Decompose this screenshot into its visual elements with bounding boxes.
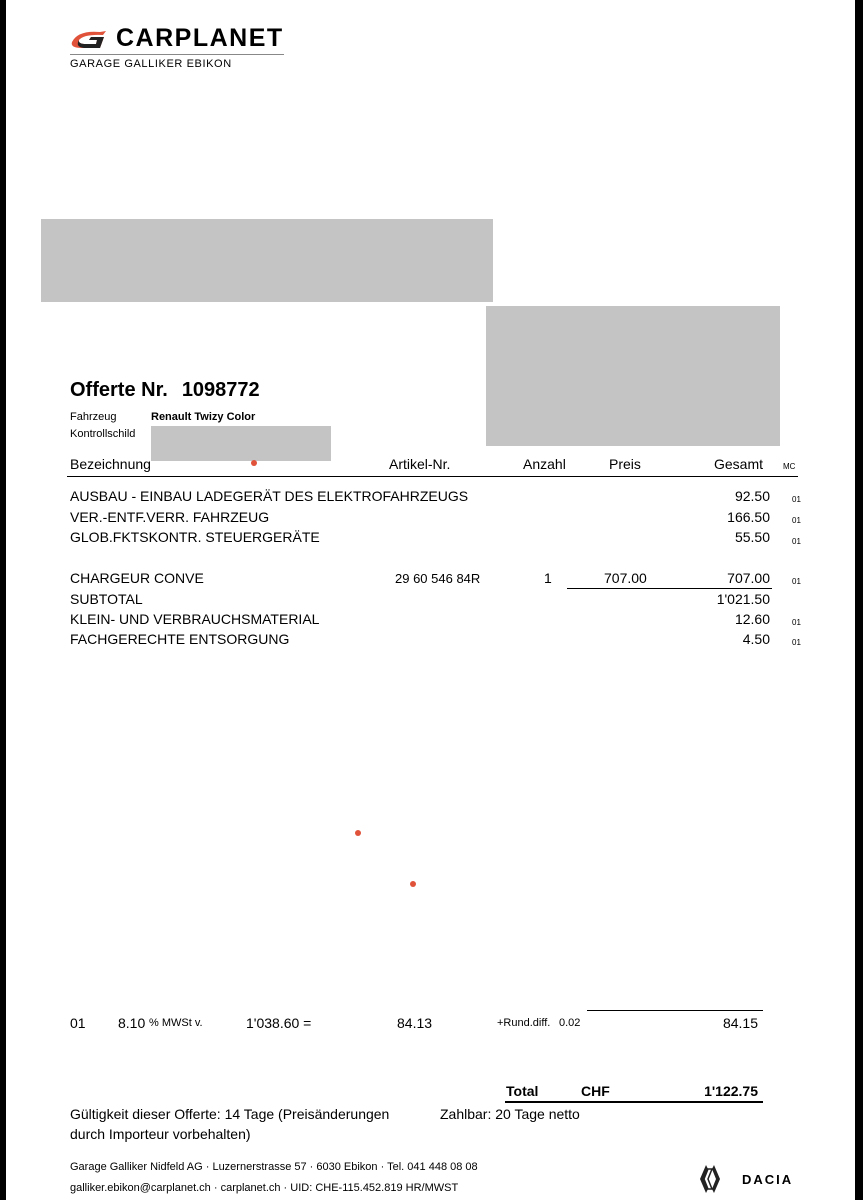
row-description: FACHGERECHTE ENTSORGUNG <box>70 631 290 647</box>
header-anzahl: Anzahl <box>523 456 566 472</box>
vehicle-value: Renault Twizy Color <box>151 411 256 423</box>
row-gesamt: 707.00 <box>727 570 770 586</box>
brand-name: CARPLANET <box>116 24 284 52</box>
header-mc: MC <box>783 462 796 471</box>
row-gesamt: 55.50 <box>734 529 770 545</box>
invoice-page <box>6 0 855 1200</box>
validity-line-2: durch Importeur vorbehalten) <box>70 1126 251 1142</box>
row-gesamt: 1'021.50 <box>716 591 770 607</box>
payment-terms: Zahlbar: 20 Tage netto <box>440 1106 580 1122</box>
plate-label: Kontrollschild <box>70 428 136 440</box>
row-mc: 01 <box>792 537 801 546</box>
vat-base: 1'038.60 = <box>246 1015 312 1031</box>
validity-line-1: Gültigkeit dieser Offerte: 14 Tage (Preisänderungen <box>70 1106 390 1122</box>
total-value: 1'122.75 <box>704 1083 758 1099</box>
footer-address: Garage Galliker Nidfeld AG · Luzernerstrasse 57 · 6030 Ebikon · Tel. 041 448 08 08 <box>70 1161 478 1173</box>
total-label: Total <box>506 1083 539 1099</box>
total-underline <box>505 1101 763 1103</box>
dacia-logo: DACIA <box>742 1172 794 1187</box>
row-description: CHARGEUR CONVE <box>70 570 204 586</box>
subtotal-divider <box>567 588 772 589</box>
accent-dot <box>355 830 361 836</box>
row-mc: 01 <box>792 638 801 647</box>
header-artikel: Artikel-Nr. <box>389 456 451 472</box>
redacted-address-block <box>41 219 493 302</box>
garage-subtitle: GARAGE GALLIKER EBIKON <box>70 58 232 70</box>
row-mc: 01 <box>792 618 801 627</box>
row-description: VER.-ENTF.VERR. FAHRZEUG <box>70 509 270 525</box>
vat-total: 84.15 <box>722 1015 758 1031</box>
header-bezeichnung: Bezeichnung <box>70 456 151 472</box>
row-description: AUSBAU - EINBAU LADEGERÄT DES ELEKTROFAHRZEUGS <box>70 488 469 504</box>
vat-divider <box>587 1010 763 1011</box>
header-divider <box>67 476 798 477</box>
row-preis: 707.00 <box>604 570 647 586</box>
row-description: GLOB.FKTSKONTR. STEUERGERÄTE <box>70 529 320 545</box>
carplanet-logo-icon <box>70 26 110 50</box>
header-preis: Preis <box>609 456 641 472</box>
row-gesamt: 166.50 <box>727 509 770 525</box>
offer-title <box>70 379 260 402</box>
rund-value: 0.02 <box>559 1017 581 1029</box>
offer-title-label: Offerte Nr. <box>70 379 168 401</box>
header-gesamt: Gesamt <box>714 456 764 472</box>
row-mc: 01 <box>792 577 801 586</box>
row-anzahl: 1 <box>544 570 552 586</box>
offer-number: 1098772 <box>181 379 260 401</box>
vat-amount: 84.13 <box>397 1015 433 1031</box>
footer-contact: galliker.ebikon@carplanet.ch · carplanet.ch · UID: CHE-115.452.819 HR/MWST <box>70 1182 459 1194</box>
row-artikel: 29 60 546 84R <box>395 571 481 586</box>
total-currency: CHF <box>581 1083 610 1099</box>
row-description: KLEIN- UND VERBRAUCHSMATERIAL <box>70 611 320 627</box>
logo-divider <box>70 54 284 55</box>
row-mc: 01 <box>792 495 801 504</box>
renault-logo-icon <box>698 1163 722 1195</box>
rund-label: +Rund.diff. <box>497 1017 551 1029</box>
accent-dot <box>251 460 257 466</box>
row-gesamt: 12.60 <box>734 611 770 627</box>
row-mc: 01 <box>792 516 801 525</box>
accent-dot <box>410 881 416 887</box>
redacted-info-block <box>486 306 780 446</box>
vat-code: 01 <box>70 1015 86 1031</box>
vehicle-label: Fahrzeug <box>70 411 117 423</box>
vat-rate: 8.10 <box>118 1015 146 1031</box>
row-gesamt: 92.50 <box>734 488 770 504</box>
row-description: SUBTOTAL <box>70 591 143 607</box>
vat-rate-label: % MWSt v. <box>149 1017 203 1029</box>
row-gesamt: 4.50 <box>742 631 770 647</box>
redacted-plate-block <box>151 426 331 461</box>
